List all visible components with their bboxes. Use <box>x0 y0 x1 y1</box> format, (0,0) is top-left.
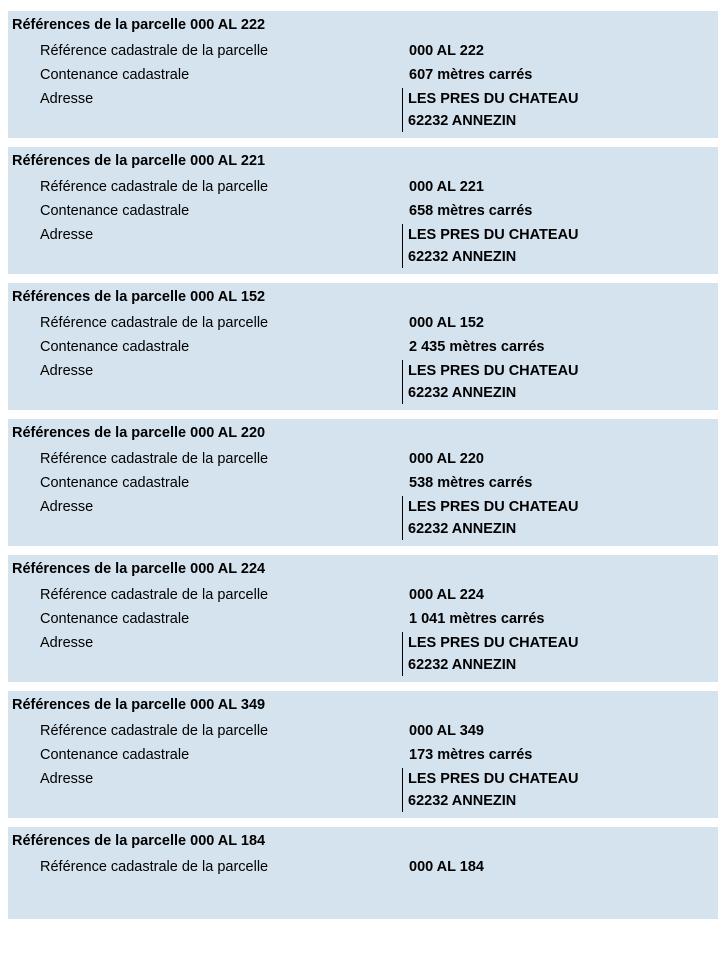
address-city: 62232 ANNEZIN <box>408 793 517 809</box>
address-street: LES PRES DU CHATEAU <box>408 91 579 107</box>
address-street: LES PRES DU CHATEAU <box>408 499 579 515</box>
parcel-title: Références de la parcelle 000 AL 222 <box>12 17 266 33</box>
area-row <box>8 607 718 631</box>
reference-label: Référence cadastrale de la parcelle <box>40 587 269 603</box>
parcel-title: Références de la parcelle 000 AL 221 <box>12 153 266 169</box>
reference-row <box>8 719 718 743</box>
address-street: LES PRES DU CHATEAU <box>408 227 579 243</box>
area-value: 1 041 mètres carrés <box>409 611 545 627</box>
area-row <box>8 63 718 87</box>
reference-label: Référence cadastrale de la parcelle <box>40 859 269 875</box>
parcel-block <box>8 419 718 546</box>
reference-label: Référence cadastrale de la parcelle <box>40 315 269 331</box>
reference-row <box>8 39 718 63</box>
address-label: Adresse <box>40 635 94 651</box>
reference-row <box>8 311 718 335</box>
area-label: Contenance cadastrale <box>40 67 190 83</box>
address-row <box>8 767 718 812</box>
reference-value: 000 AL 184 <box>409 859 484 875</box>
reference-row <box>8 583 718 607</box>
address-city: 62232 ANNEZIN <box>408 657 517 673</box>
parcel-block <box>8 827 718 919</box>
address-city: 62232 ANNEZIN <box>408 249 517 265</box>
parcel-document <box>8 11 718 928</box>
reference-label: Référence cadastrale de la parcelle <box>40 43 269 59</box>
reference-value: 000 AL 349 <box>409 723 484 739</box>
parcel-title: Références de la parcelle 000 AL 152 <box>12 289 266 305</box>
area-label: Contenance cadastrale <box>40 339 190 355</box>
address-value <box>402 88 579 132</box>
area-value: 538 mètres carrés <box>409 475 533 491</box>
area-value: 173 mètres carrés <box>409 747 533 763</box>
address-city: 62232 ANNEZIN <box>408 385 517 401</box>
address-value <box>402 632 579 676</box>
address-row <box>8 87 718 132</box>
reference-label: Référence cadastrale de la parcelle <box>40 179 269 195</box>
address-label: Adresse <box>40 771 94 787</box>
reference-value: 000 AL 222 <box>409 43 484 59</box>
area-value: 2 435 mètres carrés <box>409 339 545 355</box>
area-label: Contenance cadastrale <box>40 611 190 627</box>
parcel-block <box>8 147 718 274</box>
parcel-block <box>8 555 718 682</box>
area-label: Contenance cadastrale <box>40 747 190 763</box>
area-row <box>8 743 718 767</box>
parcel-title: Références de la parcelle 000 AL 220 <box>12 425 266 441</box>
parcel-block <box>8 283 718 410</box>
address-row <box>8 631 718 676</box>
area-value: 607 mètres carrés <box>409 67 533 83</box>
parcel-title: Références de la parcelle 000 AL 349 <box>12 697 266 713</box>
address-value <box>402 360 579 404</box>
reference-label: Référence cadastrale de la parcelle <box>40 451 269 467</box>
area-label: Contenance cadastrale <box>40 475 190 491</box>
reference-row <box>8 447 718 471</box>
address-row <box>8 223 718 268</box>
reference-label: Référence cadastrale de la parcelle <box>40 723 269 739</box>
reference-row <box>8 855 718 879</box>
address-label: Adresse <box>40 91 94 107</box>
address-value <box>402 224 579 268</box>
reference-value: 000 AL 152 <box>409 315 484 331</box>
address-label: Adresse <box>40 363 94 379</box>
address-street: LES PRES DU CHATEAU <box>408 771 579 787</box>
area-row <box>8 199 718 223</box>
area-label: Contenance cadastrale <box>40 203 190 219</box>
address-row <box>8 495 718 540</box>
area-value: 658 mètres carrés <box>409 203 533 219</box>
reference-row <box>8 175 718 199</box>
area-row <box>8 471 718 495</box>
address-value <box>402 496 579 540</box>
address-label: Adresse <box>40 499 94 515</box>
address-label: Adresse <box>40 227 94 243</box>
address-street: LES PRES DU CHATEAU <box>408 363 579 379</box>
parcel-block <box>8 691 718 818</box>
parcel-title: Références de la parcelle 000 AL 184 <box>12 833 266 849</box>
address-city: 62232 ANNEZIN <box>408 521 517 537</box>
reference-value: 000 AL 220 <box>409 451 484 467</box>
address-value <box>402 768 579 812</box>
reference-value: 000 AL 221 <box>409 179 484 195</box>
parcel-title: Références de la parcelle 000 AL 224 <box>12 561 266 577</box>
reference-value: 000 AL 224 <box>409 587 484 603</box>
address-row <box>8 359 718 404</box>
address-city: 62232 ANNEZIN <box>408 113 517 129</box>
address-street: LES PRES DU CHATEAU <box>408 635 579 651</box>
area-row <box>8 335 718 359</box>
parcel-block <box>8 11 718 138</box>
